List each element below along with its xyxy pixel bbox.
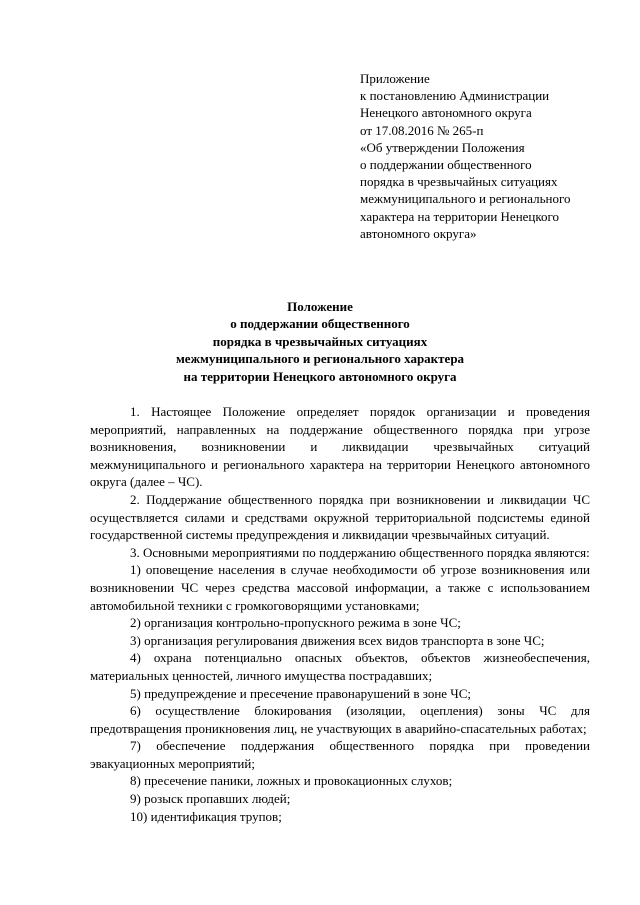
list-item-1: 1) оповещение населения в случае необходимости об угрозе возникновения или возникновении ЧС через средства массовой информации, а также с использованием автомобильной техники с громкоговорящими установками; [90,562,590,613]
list-item-5: 5) предупреждение и пресечение правонарушений в зоне ЧС; [130,685,472,701]
appendix-line: о поддержании общественного [360,157,532,173]
title-line: порядка в чрезвычайных ситуациях [212,333,428,349]
title-line: о поддержании общественного [230,316,410,332]
document-title [0,298,640,385]
list-item-6: 6) осуществление блокирования (изоляции, оцепления) зоны ЧС для предотвращения проникновения лиц, не участвующих в аварийно-спасательных работах; [90,703,590,736]
appendix-line: межмуниципального и регионального [360,191,571,207]
appendix-line: Ненецкого автономного округа [360,105,532,121]
appendix-line: автономного округа» [360,225,477,241]
document-body [90,403,590,825]
title-line: межмуниципального и регионального характера [175,351,465,367]
appendix-block [360,70,620,242]
list-item-10: 10) идентификация трупов; [130,808,282,824]
appendix-line: порядка в чрезвычайных ситуациях [360,174,558,190]
list-item-9: 9) розыск пропавших людей; [130,791,291,807]
appendix-line: «Об утверждении Положения [360,139,525,155]
title-line: на территории Ненецкого автономного округа [183,368,457,384]
list-item-3: 3) организация регулирования движения всех видов транспорта в зоне ЧС; [130,632,545,648]
list-item-4: 4) охрана потенциально опасных объектов, объектов жизнеобеспечения, материальных ценностей, личного имущества пострадавших; [90,650,590,683]
appendix-line: Приложение [360,71,430,86]
title-line: Положение [287,299,353,314]
paragraph-2: 2. Поддержание общественного порядка при возникновении и ликвидации ЧС осуществляется силами и средствами окружной территориальной подсистемы единой государственной системы предупреждения и ликвидации чрезвычайных ситуаций. [90,491,590,543]
paragraph-1: 1. Настоящее Положение определяет порядок организации и проведения мероприятий, направленных на поддержание общественного порядка при угрозе возникновения, возникновении и ликвидации чрезвычайных ситуаций межмуниципального и регионального характера на территории Ненецкого автономного округа (далее – ЧС). [90,404,590,490]
appendix-line: характера на территории Ненецкого [360,208,560,224]
paragraph-3: 3. Основными мероприятиями по поддержанию общественного порядка являются: [130,544,590,560]
list-item-7: 7) обеспечение поддержания общественного порядка при проведении эвакуационных мероприятий; [90,738,590,771]
appendix-line: к постановлению Администрации [360,88,550,104]
appendix-line: от 17.08.2016 № 265-п [360,122,484,138]
list-item-2: 2) организация контрольно-пропускного режима в зоне ЧС; [130,615,461,631]
list-item-8: 8) пресечение паники, ложных и провокационных слухов; [130,773,453,789]
